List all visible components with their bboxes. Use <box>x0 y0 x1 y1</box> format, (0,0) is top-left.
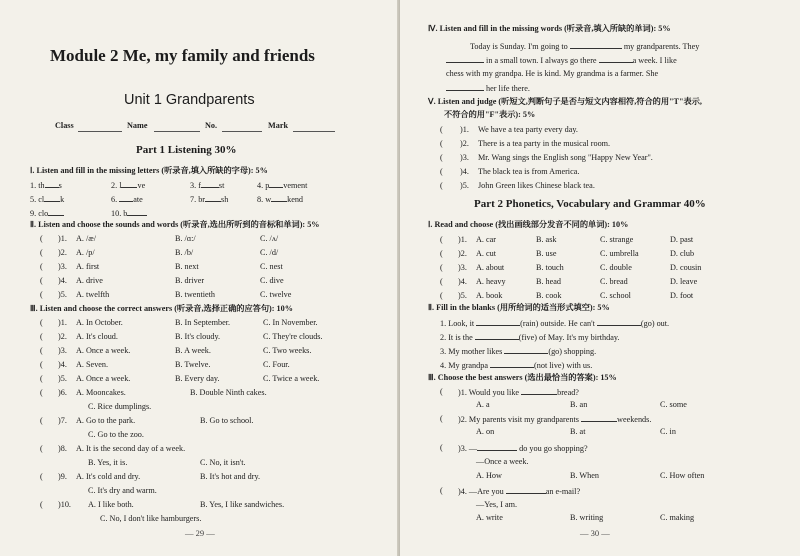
unit-title: Unit 1 Grandparents <box>124 92 255 108</box>
sec5-row: ( )3. Mr. Wang sings the English song "Happy New Year". <box>440 153 653 162</box>
sec6-row: ( )5. A. book B. cook C. school D. foot <box>440 291 694 300</box>
sec2-row: ( )3. A. first B. next C. nest <box>40 262 283 271</box>
page-number-left: — 29 — <box>185 528 215 538</box>
sec4-line: her life there. <box>400 82 800 93</box>
sec3-row: ( )1. A. In October. B. In September. C. In November. <box>40 318 318 327</box>
sec5-instruction-1: Ⅴ. Listen and judge (听短文,判断句子是否与短文内容相符,符合的用"T"表示, <box>428 97 702 106</box>
sec1-row: 1. th s 2. l ve 3. f st 4. p vement <box>30 181 308 190</box>
sec2-row: ( )1. A. /æ/ B. /ɑ:/ C. /ʌ/ <box>40 234 279 243</box>
sec3-q6-c: C. Rice dumplings. <box>88 402 152 411</box>
sec2-row: ( )5. A. twelfth B. twentieth C. twelve <box>40 290 292 299</box>
sec7-row: 4. My grandpa (not live) with us. <box>440 361 593 370</box>
sec8-q3-reply: —Once a week. <box>476 457 529 466</box>
sec3-q8: ( )8. A. It is the second day of a week. <box>40 444 186 453</box>
mark-label: Mark <box>268 121 289 130</box>
sec6-row: ( )2. A. cut B. use C. umbrella D. club <box>440 249 695 258</box>
sec6-row: ( )4. A. heavy B. head C. bread D. leave <box>440 277 698 286</box>
sec1-row: 9. clo 10. b <box>0 207 400 218</box>
class-label: Class <box>55 121 74 130</box>
sec3-instruction: Ⅲ. Listen and choose the correct answers (听录音,选择正确的应答句): 10% <box>30 304 293 313</box>
sec8-instruction: Ⅲ. Choose the best answers (选出最恰当的答案): 15% <box>428 373 617 382</box>
sec7-row: 1. Look, it (rain) outside. He can't (go) out. <box>440 319 670 328</box>
sec1-row: 5. cl k 6. ate 7. br sh 8. w kend <box>30 195 304 204</box>
sec7-instruction: Ⅱ. Fill in the blanks (用所给词的适当形式填空): 5% <box>428 303 610 312</box>
sec7-row: 2. It is the (five) of May. It's my birthday. <box>440 333 620 342</box>
sec8-q3-opts: A. How B. When C. How often <box>476 471 705 480</box>
sec1-instruction: Ⅰ. Listen and fill in the missing letters (听录音,填入所缺的字母): 5% <box>30 166 268 175</box>
sec8-q2: ( )2. My parents visit my grandparents weekends. <box>440 414 652 424</box>
sec3-q9-c: C. It's dry and warm. <box>88 486 157 495</box>
no-label: No. <box>205 121 218 130</box>
sec2-instruction: Ⅱ. Listen and choose the sounds and words (听录音,选出所听到的音标和单词): 5% <box>30 220 320 229</box>
sec5-row: ( )2. There is a tea party in the musical room. <box>440 139 611 148</box>
sec7-row: 3. My mother likes (go) shopping. <box>440 347 597 356</box>
sec2-row: ( )2. A. /p/ B. /b/ C. /d/ <box>40 248 279 257</box>
sec8-q4-opts: A. write B. writing C. making <box>476 513 695 522</box>
sec8-q2-opts: A. on B. at C. in <box>476 427 676 436</box>
sec3-row: ( )2. A. It's cloud. B. It's cloudy. C. They're clouds. <box>40 332 323 341</box>
sec4-line: Today is Sunday. I'm going to my grandparents. They <box>470 42 700 51</box>
sec3-q6: ( )6. A. Mooncakes. B. Double Ninth cakes. <box>40 388 267 397</box>
sec3-row: ( )3. A. Once a week. B. A week. C. Two weeks. <box>40 346 312 355</box>
sec8-q3: ( )3. — do you go shopping? <box>440 443 588 453</box>
sec3-q10: ( )10. A. I like both. B. Yes, I like sandwiches. <box>40 500 285 509</box>
part1-title: Part 1 Listening 30% <box>136 144 237 156</box>
sec6-instruction: Ⅰ. Read and choose (找出画线部分发音不同的单词): 10% <box>428 220 629 229</box>
sec3-q8-bc: B. Yes, it is. C. No, it isn't. <box>88 458 246 467</box>
sec8-q4-reply: —Yes, I am. <box>476 500 518 509</box>
sec3-q7: ( )7. A. Go to the park. B. Go to school. <box>40 416 254 425</box>
sec5-row: ( )5. John Green likes Chinese black tea. <box>440 181 595 190</box>
sec5-row: ( )4. The black tea is from America. <box>440 167 580 176</box>
page-number-right: — 30 — <box>580 528 610 538</box>
part2-title: Part 2 Phonetics, Vocabulary and Grammar 40% <box>474 198 706 210</box>
sec6-row: ( )1. A. car B. ask C. strange D. past <box>440 235 694 244</box>
sec8-q1: ( )1. Would you like bread? <box>440 387 579 397</box>
sec3-q10-c: C. No, I don't like hamburgers. <box>100 514 202 523</box>
name-label: Name <box>127 121 148 130</box>
sec5-row: ( )1. We have a tea party every day. <box>440 125 578 134</box>
sec5-instruction-2: 不符合的用"F"表示): 5% <box>444 110 536 119</box>
right-page <box>400 0 800 556</box>
sec4-line: chess with my grandpa. He is kind. My grandma is a farmer. She <box>446 69 659 78</box>
sec3-row: ( )4. A. Seven. B. Twelve. C. Four. <box>40 360 290 369</box>
module-title: Module 2 Me, my family and friends <box>50 46 315 65</box>
sec8-q1-opts: A. a B. an C. some <box>476 400 687 409</box>
sec4-instruction: Ⅳ. Listen and fill in the missing words (听录音,填入所缺的单词): 5% <box>428 24 671 33</box>
sec4-line: in a small town. I always go there a week. I like <box>400 54 800 65</box>
sec3-q7-c: C. Go to the zoo. <box>88 430 144 439</box>
sec8-q4: ( )4. —Are you an e-mail? <box>440 486 581 496</box>
sec3-q9: ( )9. A. It's cold and dry. B. It's hot and dry. <box>40 472 261 481</box>
sec2-row: ( )4. A. drive B. driver C. dive <box>40 276 284 285</box>
sec6-row: ( )3. A. about B. touch C. double D. cousin <box>440 263 702 272</box>
sec3-row: ( )5. A. Once a week. B. Every day. C. Twice a week. <box>40 374 320 383</box>
